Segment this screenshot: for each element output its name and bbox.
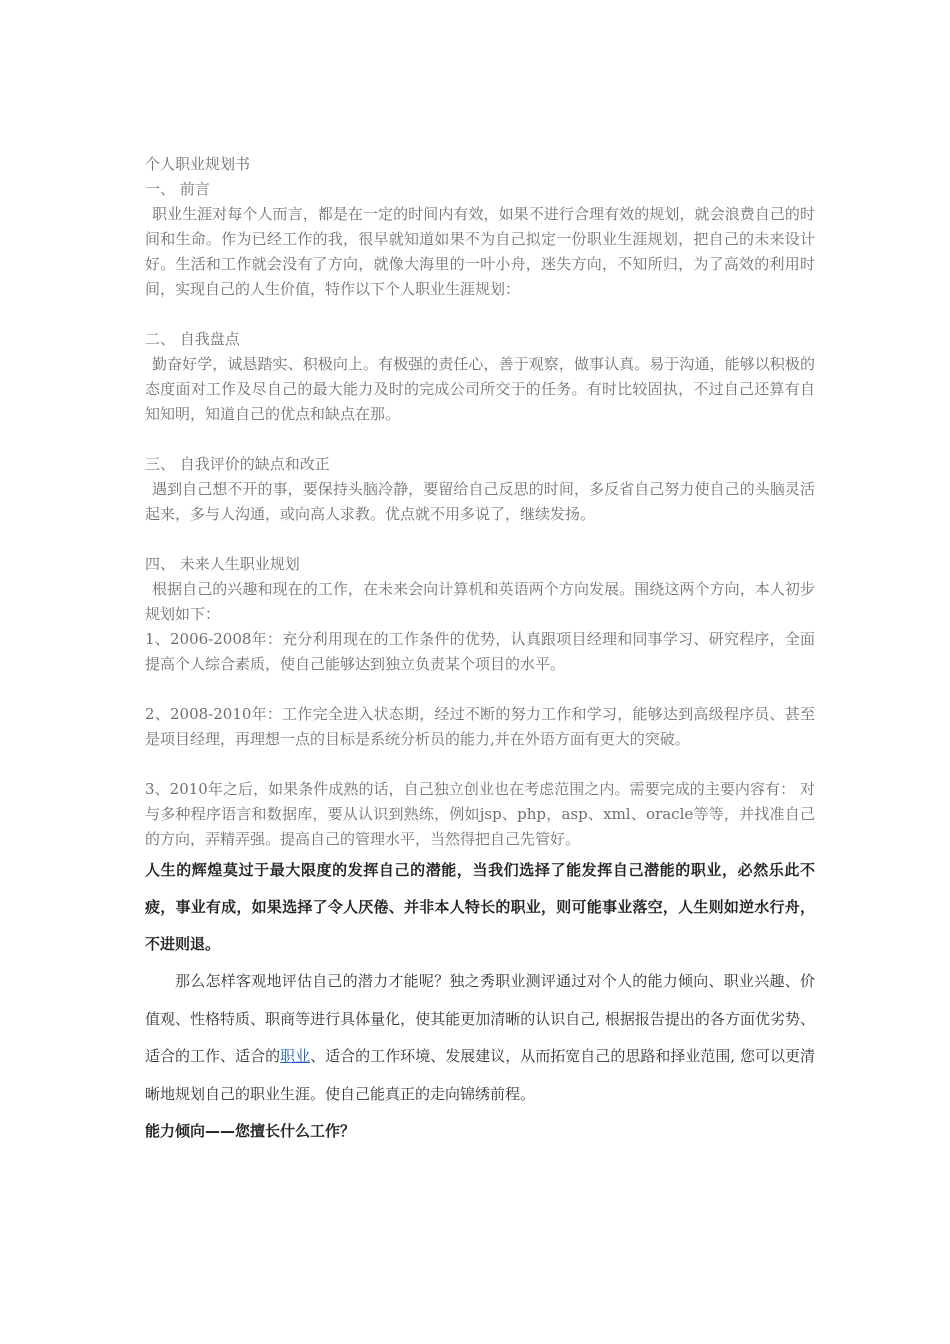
section-heading-future-plan: 四、 未来人生职业规划 (145, 555, 300, 573)
section-body-future-plan: 根据自己的兴趣和现在的工作，在未来会向计算机和英语两个方向发展。围绕这两个方向，本人初步规划如下： (145, 580, 815, 623)
spacer (145, 752, 815, 777)
evaluation-paragraph (145, 963, 815, 1113)
spacer (145, 527, 815, 552)
section-body-preface: 职业生涯对每个人而言，都是在一定的时间内有效，如果不进行合理有效的规划，就会浪费自己的时间和生命。作为已经工作的我，很早就知道如果不为自己拟定一份职业生涯规划，把自己的未来设计好。生活和工作就会没有了方向，就像大海里的一叶小舟，迷失方向，不知所归，为了高效的利用时间，实现自己的人生价值，特作以下个人职业生涯规划： (145, 205, 815, 298)
bold-paragraph: 人生的辉煌莫过于最大限度的发挥自己的潜能，当我们选择了能发挥自己潜能的职业，必然乐此不疲，事业有成，如果选择了令人厌倦、并非本人特长的职业，则可能事业落空，人生则如逆水行舟，不进则退。 (145, 861, 815, 953)
plan-item-1: 1、2006-2008年：充分利用现在的工作条件的优势，认真跟项目经理和同事学习、研究程序，全面提高个人综合素质，使自己能够达到独立负责某个项目的水平。 (145, 630, 815, 673)
evaluation-text-after: 、适合的工作环境、发展建议，从而拓宽自己的思路和择业范围, 您可以更清晰地规划自己的职业生涯。使自己能真正的走向锦绣前程。 (145, 1047, 815, 1103)
section-heading-preface: 一、 前言 (145, 180, 210, 198)
plan-item-2: 2、2008-2010年：工作完全进入状态期，经过不断的努力工作和学习，能够达到高级程序员、甚至是项目经理，再理想一点的目标是系统分析员的能力,并在外语方面有更大的突破。 (145, 705, 815, 748)
section-body-self-inventory: 勤奋好学，诚恳踏实、积极向上。有极强的责任心，善于观察，做事认真。易于沟通，能够以积极的态度面对工作及尽自己的最大能力及时的完成公司所交于的任务。有时比较固执，不过自己还算有自知知明，知道自己的优点和缺点在那。 (145, 355, 815, 423)
section-heading-self-inventory: 二、 自我盘点 (145, 330, 240, 348)
spacer (145, 302, 815, 327)
spacer (145, 677, 815, 702)
career-link[interactable]: 职业 (280, 1047, 311, 1065)
section-heading-weakness: 三、 自我评价的缺点和改正 (145, 455, 330, 473)
spacer (145, 427, 815, 452)
document-title: 个人职业规划书 (145, 155, 251, 173)
section-body-weakness: 遇到自己想不开的事，要保持头脑冷静，要留给自己反思的时间，多反省自己努力使自己的头脑灵活起来，多与人沟通，或向高人求教。优点就不用多说了，继续发扬。 (145, 480, 815, 523)
evaluation-text-before: 那么怎样客观地评估自己的潜力才能呢？独之秀职业测评通过对个人的能力倾向、职业兴趣、价值观、性格特质、职商等进行具体量化，使其能更加清晰的认识自己, 根据报告提出的各方面优劣势、适合的工作、适合的 (145, 972, 815, 1065)
document-body (145, 152, 815, 1150)
final-heading: 能力倾向——您擅长什么工作？ (145, 1122, 356, 1140)
plan-item-3: 3、2010年之后，如果条件成熟的话，自己独立创业也在考虑范围之内。需要完成的主要内容有： 对与多种程序语言和数据库，要从认识到熟练，例如jsp、php，asp、xml、oracle等等，并找准自己的方向，弄精弄强。提高自己的管理水平，当然得把自己先管好。 (145, 780, 815, 848)
